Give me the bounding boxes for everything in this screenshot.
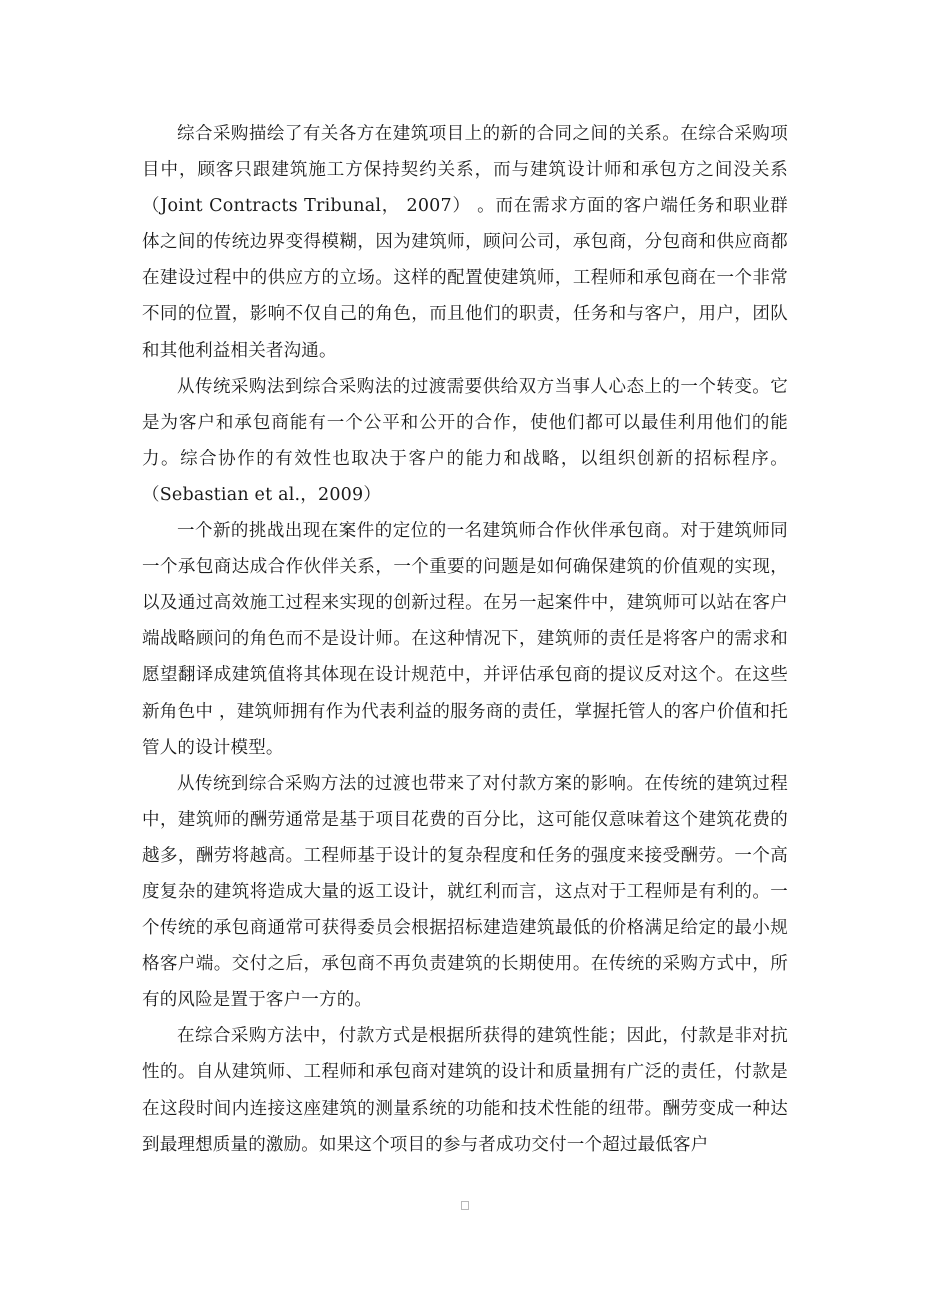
paragraph-integrated-procurement: 综合采购描绘了有关各方在建筑项目上的新的合同之间的关系。在综合采购项目中，顾客只跟建筑施工方保持契约关系，而与建筑设计师和承包方之间没关系（Joint Contracts Tribunal， 2007） 。而在需求方面的客户端任务和职业群体之间的传统边界变得模糊，因为建筑师，顾问公司，承包商，分包商和供应商都在建设过程中的供应方的立场。这样的配置使建筑师，工程师和承包商在一个非常不同的位置，影响不仅自己的角色，而且他们的职责，任务和与客户，用户，团队和其他利益相关者沟通。: [142, 124, 788, 361]
page-footer-box-icon: [461, 1201, 469, 1210]
paragraph-payment-integrated: 在综合采购方法中，付款方式是根据所获得的建筑性能；因此，付款是非对抗性的。自从建筑师、工程师和承包商对建筑的设计和质量拥有广泛的责任，付款是在这段时间内连接这座建筑的测量系统的功能和技术性能的纽带。酬劳变成一种达到最理想质量的激励。如果这个项目的参与者成功交付一个超过最低客户: [142, 1026, 788, 1155]
body-text: [142, 116, 788, 1163]
paragraph-payment-traditional: 从传统到综合采购方法的过渡也带来了对付款方案的影响。在传统的建筑过程中，建筑师的酬劳通常是基于项目花费的百分比，这可能仅意味着这个建筑花费的越多，酬劳将越高。工程师基于设计的复杂程度和任务的强度来接受酬劳。一个高度复杂的建筑将造成大量的返工设计，就红利而言，这点对于工程师是有利的。一个传统的承包商通常可获得委员会根据招标建造建筑最低的价格满足给定的最小规格客户端。交付之后，承包商不再负责建筑的长期使用。在传统的采购方式中，所有的风险是置于客户一方的。: [142, 773, 788, 1011]
paragraph-architect-partnering: 一个新的挑战出现在案件的定位的一名建筑师合作伙伴承包商。对于建筑师同一个承包商达成合作伙伴关系，一个重要的问题是如何确保建筑的价值观的实现，以及通过高效施工过程来实现的创新过程。在另一起案件中，建筑师可以站在客户端战略顾问的角色而不是设计师。在这种情况下，建筑师的责任是将客户的需求和愿望翻译成建筑值将其体现在设计规范中，并评估承包商的提议反对这个。在这些新角色中 ，建筑师拥有作为代表利益的服务商的责任，掌握托管人的客户价值和托管人的设计模型。: [142, 521, 788, 758]
paragraph-transition-mindset: 从传统采购法到综合采购法的过渡需要供给双方当事人心态上的一个转变。它是为客户和承包商能有一个公平和公开的合作，使他们都可以最佳利用他们的能力。综合协作的有效性也取决于客户的能力和战略，以组织创新的招标程序。（Sebastian et al.，2009）: [142, 376, 788, 505]
